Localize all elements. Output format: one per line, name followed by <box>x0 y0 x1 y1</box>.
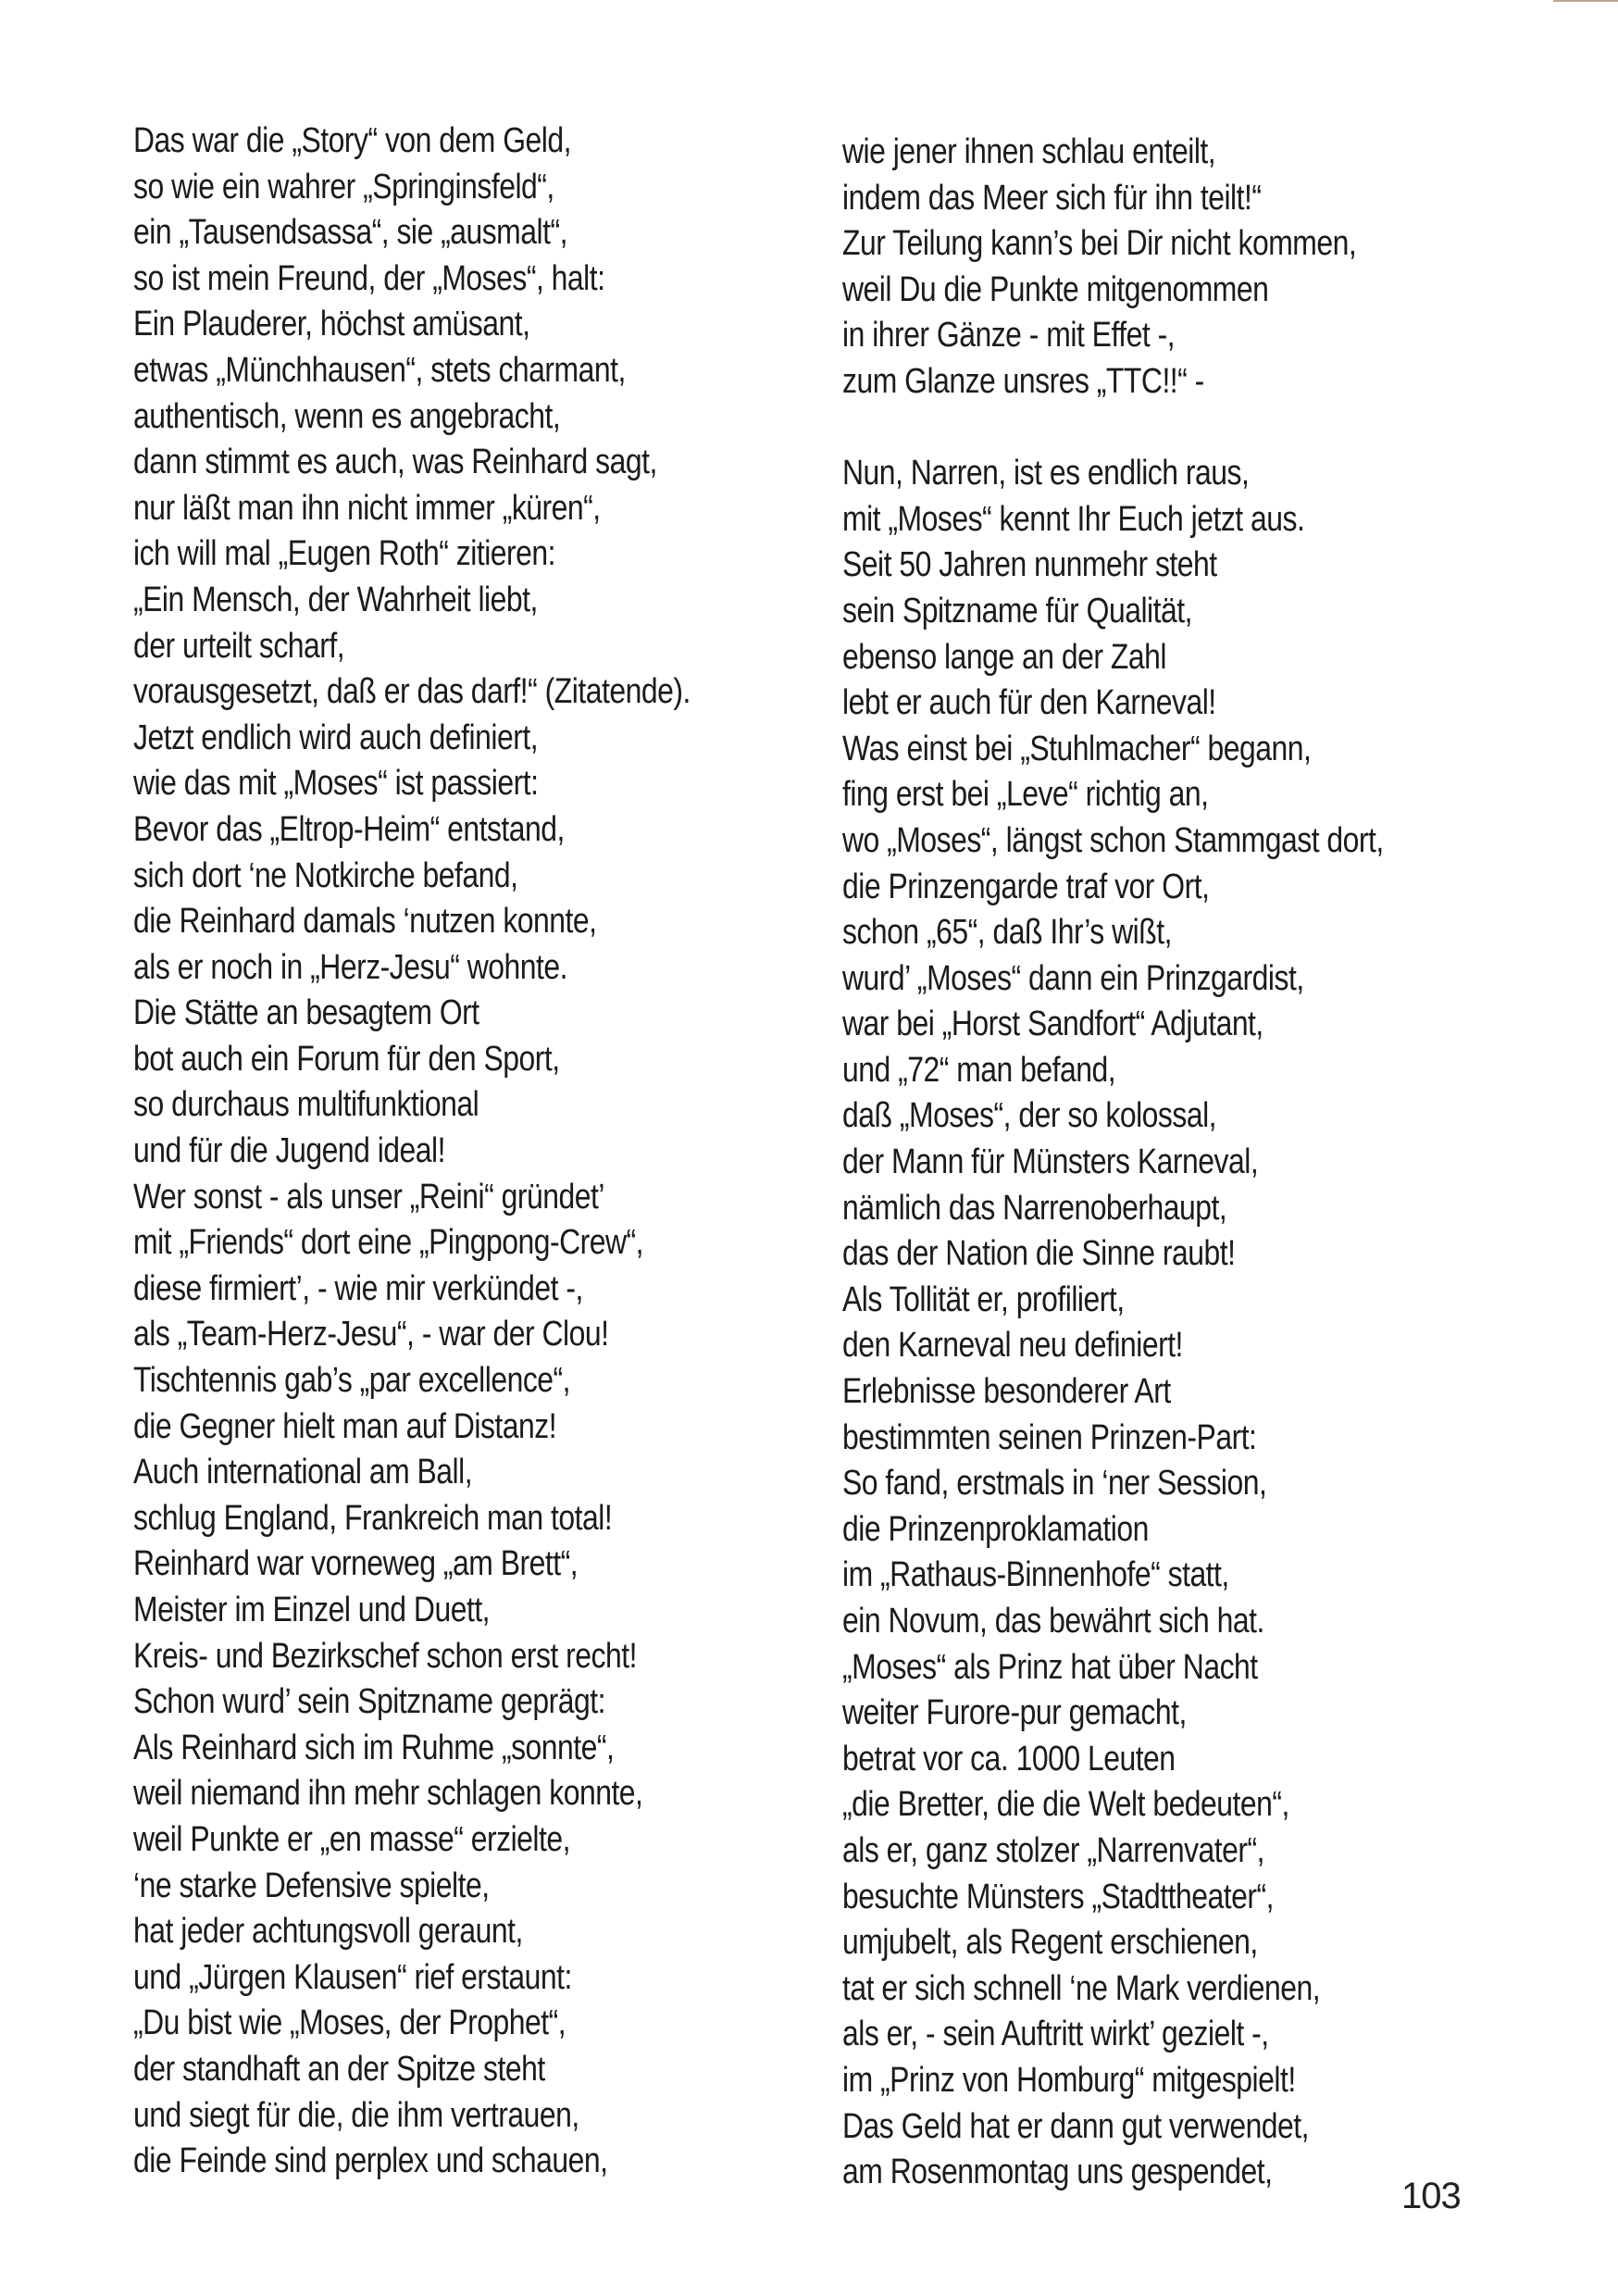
poem-line: der standhaft an der Spitze steht <box>133 2049 545 2089</box>
poem-line: schon „65“, daß Ihr’s wißt, <box>842 913 1172 953</box>
poem-line: „Ein Mensch, der Wahrheit liebt, <box>133 580 538 619</box>
poem-line: hat jeder achtungsvoll geraunt, <box>133 1912 523 1952</box>
poem-line: „Du bist wie „Moses, der Prophet“, <box>133 2003 566 2043</box>
poem-line: Auch international am Ball, <box>133 1453 473 1492</box>
poem-line: Als Tollität er, profiliert, <box>842 1279 1125 1319</box>
poem-line: sich dort ‘ne Notkirche befand, <box>133 855 518 895</box>
poem-line: als „Team-Herz-Jesu“, - war der Clou! <box>133 1315 609 1354</box>
poem-line: ein „Tausendsassa“, sie „ausmalt“, <box>133 213 567 253</box>
poem-line: nämlich das Narrenoberhaupt, <box>842 1188 1227 1228</box>
poem-left-column <box>133 119 796 2185</box>
poem-line: die Feinde sind perplex und schauen, <box>133 2141 608 2181</box>
poem-line: ebenso lange an der Zahl <box>842 637 1166 677</box>
poem-line: und „Jürgen Klausen“ rief erstaunt: <box>133 1957 572 1997</box>
poem-line: der Mann für Münsters Karneval, <box>842 1142 1259 1182</box>
poem-line: wurd’ „Moses“ dann ein Prinzgardist, <box>842 958 1304 998</box>
poem-line: fing erst bei „Leve“ richtig an, <box>842 775 1209 815</box>
poem-line: zum Glanze unsres „TTC!!“ - <box>842 361 1204 401</box>
poem-line: ein Novum, das bewährt sich hat. <box>842 1602 1264 1641</box>
poem-line: Was einst bei „Stuhlmacher“ begann, <box>842 729 1312 768</box>
poem-line: so durchaus multifunktional <box>133 1085 479 1125</box>
poem-line: weil niemand ihn mehr schlagen konnte, <box>133 1774 643 1814</box>
page-edge-line <box>1553 0 1618 2</box>
poem-line: als er, - sein Auftritt wirkt’ gezielt -, <box>842 2015 1269 2054</box>
poem-line: und „72“ man befand, <box>842 1050 1116 1090</box>
poem-line: bestimmten seinen Prinzen-Part: <box>842 1417 1257 1457</box>
poem-line: Erlebnisse besonderer Art <box>842 1372 1171 1412</box>
poem-line: Reinhard war vorneweg „am Brett“, <box>133 1544 579 1584</box>
poem-line: als er, ganz stolzer „Narrenvater“, <box>842 1830 1265 1870</box>
poem-line: „die Bretter, die die Welt bedeuten“, <box>842 1785 1289 1825</box>
poem-line: besuchte Münsters „Stadttheater“, <box>842 1877 1274 1916</box>
poem-line: am Rosenmontag uns gespendet, <box>842 2152 1273 2192</box>
poem-line: das der Nation die Sinne raubt! <box>842 1234 1236 1274</box>
poem-line: der urteilt scharf, <box>133 626 345 666</box>
poem-line: Ein Plauderer, höchst amüsant, <box>133 305 530 344</box>
poem-right-column <box>842 130 1487 2196</box>
poem-line: den Karneval neu definiert! <box>842 1326 1183 1366</box>
poem-line: die Gegner hielt man auf Distanz! <box>133 1406 557 1446</box>
poem-line: Schon wurd’ sein Spitzname geprägt: <box>133 1682 605 1722</box>
poem-line: Kreis- und Bezirkschef schon erst recht! <box>133 1636 637 1676</box>
poem-line: war bei „Horst Sandfort“ Adjutant, <box>842 1004 1263 1044</box>
poem-line: und siegt für die, die ihm vertrauen, <box>133 2095 579 2135</box>
poem-line: mit „Friends“ dort eine „Pingpong-Crew“, <box>133 1223 644 1263</box>
poem-line: als er noch in „Herz-Jesu“ wohnte. <box>133 947 567 987</box>
page-number: 103 <box>1401 2176 1461 2216</box>
poem-line: wie das mit „Moses“ ist passiert: <box>133 764 539 804</box>
poem-line: diese firmiert’, - wie mir verkündet -, <box>133 1268 583 1308</box>
poem-line: im „Rathaus-Binnenhofe“ statt, <box>842 1555 1229 1595</box>
poem-line: umjubelt, als Regent erschienen, <box>842 1923 1258 1963</box>
poem-line: So fand, erstmals in ‘ner Session, <box>842 1464 1267 1504</box>
stanza-break <box>842 406 1384 452</box>
poem-line: im „Prinz von Homburg“ mitgespielt! <box>842 2060 1296 2100</box>
poem-line: etwas „Münchhausen“, stets charmant, <box>133 350 626 390</box>
poem-line: so wie ein wahrer „Springinsfeld“, <box>133 167 554 206</box>
poem-line: daß „Moses“, der so kolossal, <box>842 1096 1217 1136</box>
poem-line: Nun, Narren, ist es endlich raus, <box>842 454 1250 493</box>
poem-line: Bevor das „Eltrop-Heim“ entstand, <box>133 809 565 849</box>
poem-line: sein Spitzname für Qualität, <box>842 591 1192 630</box>
poem-line: in ihrer Gänze - mit Effet -, <box>842 316 1176 356</box>
poem-line: so ist mein Freund, der „Moses“, halt: <box>133 258 605 298</box>
poem-line: schlug England, Frankreich man total! <box>133 1498 613 1538</box>
poem-line: Das war die „Story“ von dem Geld, <box>133 121 571 160</box>
poem-line: tat er sich schnell ‘ne Mark verdienen, <box>842 1968 1321 2008</box>
poem-line: Jetzt endlich wird auch definiert, <box>133 718 539 757</box>
poem-line: nur läßt man ihn nicht immer „küren“, <box>133 488 601 528</box>
poem-line: wie jener ihnen schlau enteilt, <box>842 132 1216 171</box>
poem-line: die Prinzenproklamation <box>842 1509 1149 1549</box>
poem-line: vorausgesetzt, daß er das darf!“ (Zitatende). <box>133 672 691 712</box>
poem-line: Als Reinhard sich im Ruhme „sonnte“, <box>133 1728 615 1767</box>
poem-line: die Reinhard damals ‘nutzen konnte, <box>133 902 597 942</box>
poem-line: Die Stätte an besagtem Ort <box>133 993 479 1033</box>
poem-line: weil Punkte er „en masse“ erzielte, <box>133 1819 571 1859</box>
poem-line: wo „Moses“, längst schon Stammgast dort, <box>842 820 1384 860</box>
poem-line: „Moses“ als Prinz hat über Nacht <box>842 1647 1258 1687</box>
poem-line: betrat vor ca. 1000 Leuten <box>842 1739 1176 1778</box>
poem-line: Meister im Einzel und Duett, <box>133 1591 491 1629</box>
poem-line: indem das Meer sich für ihn teilt!“ <box>842 178 1262 218</box>
poem-line: authentisch, wenn es angebracht, <box>133 396 561 436</box>
poem-line: Zur Teilung kann’s bei Dir nicht kommen, <box>842 224 1357 264</box>
poem-line: und für die Jugend ideal! <box>133 1131 446 1171</box>
poem-line: Seit 50 Jahren nunmehr steht <box>842 545 1217 585</box>
poem-line: lebt er auch für den Karneval! <box>842 683 1216 723</box>
poem-line: bot auch ein Forum für den Sport, <box>133 1039 560 1079</box>
poem-line: weiter Furore-pur gemacht, <box>842 1693 1187 1733</box>
poem-line: weil Du die Punkte mitgenommen <box>842 269 1269 309</box>
poem-line: dann stimmt es auch, was Reinhard sagt, <box>133 443 657 482</box>
poem-line: Das Geld hat er dann gut verwendet, <box>842 2106 1310 2146</box>
poem-line: ich will mal „Eugen Roth“ zitieren: <box>133 534 556 574</box>
poem-line: die Prinzengarde traf vor Ort, <box>842 867 1210 906</box>
poem-line: mit „Moses“ kennt Ihr Euch jetzt aus. <box>842 499 1305 539</box>
poem-line: Wer sonst - als unser „Reini“ gründet’ <box>133 1177 604 1217</box>
poem-line: Tischtennis gab’s „par excellence“, <box>133 1361 571 1401</box>
poem-line: ‘ne starke Defensive spielte, <box>133 1866 490 1905</box>
